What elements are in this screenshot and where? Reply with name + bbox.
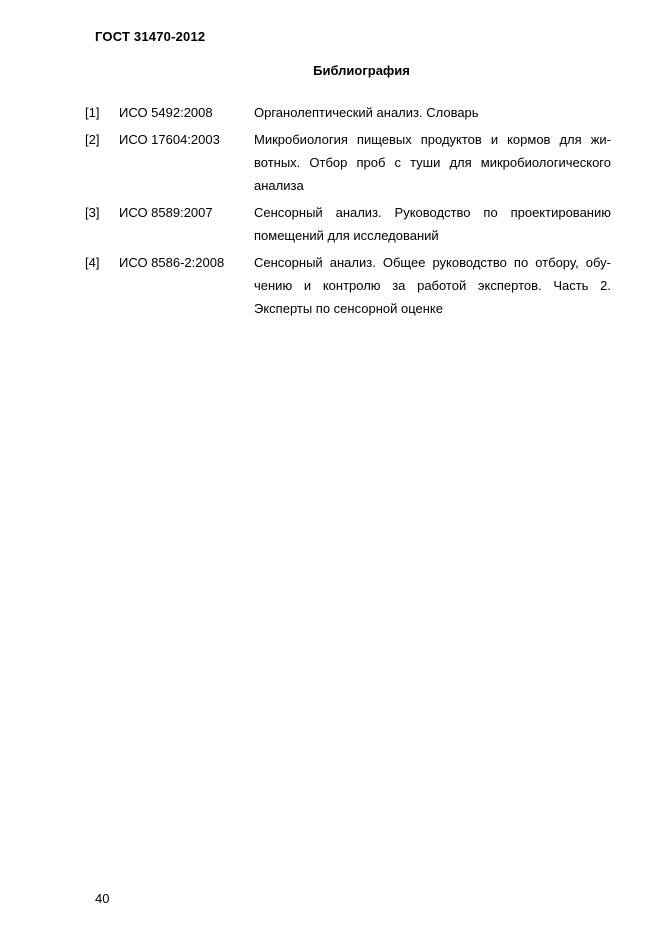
entry-number: [1]: [85, 105, 100, 120]
entry-standard: ИСО 8586-2:2008: [119, 255, 225, 270]
entry-title: Сенсорный анализ. Руководство по проектированию помещений для исследований: [254, 205, 611, 243]
entry-standard: ИСО 17604:2003: [119, 132, 220, 147]
entry-standard: ИСО 8589:2007: [119, 205, 213, 220]
entry-standard: ИСО 5492:2008: [119, 105, 213, 120]
entry-number: [3]: [85, 205, 100, 220]
page-number: 40: [95, 891, 110, 906]
bibliography-list: [85, 101, 611, 324]
bibliography-entry: [85, 128, 611, 197]
bibliography-entry: [85, 201, 611, 247]
entry-title: Органолептический анализ. Словарь: [254, 105, 479, 120]
entry-title: Микробиология пищевых продуктов и кормов для животных. Отбор проб с туши для микробиологического анализа: [254, 132, 611, 193]
document-code: ГОСТ 31470-2012: [95, 29, 206, 44]
bibliography-entry: [85, 101, 611, 124]
section-title: Библиография: [313, 63, 410, 78]
bibliography-entry: [85, 251, 611, 320]
entry-number: [4]: [85, 255, 100, 270]
entry-number: [2]: [85, 132, 100, 147]
entry-title: Сенсорный анализ. Общее руководство по отбору, обучению и контролю за работой экспертов. Часть 2. Эксперты по сенсорной оценке: [254, 255, 611, 316]
